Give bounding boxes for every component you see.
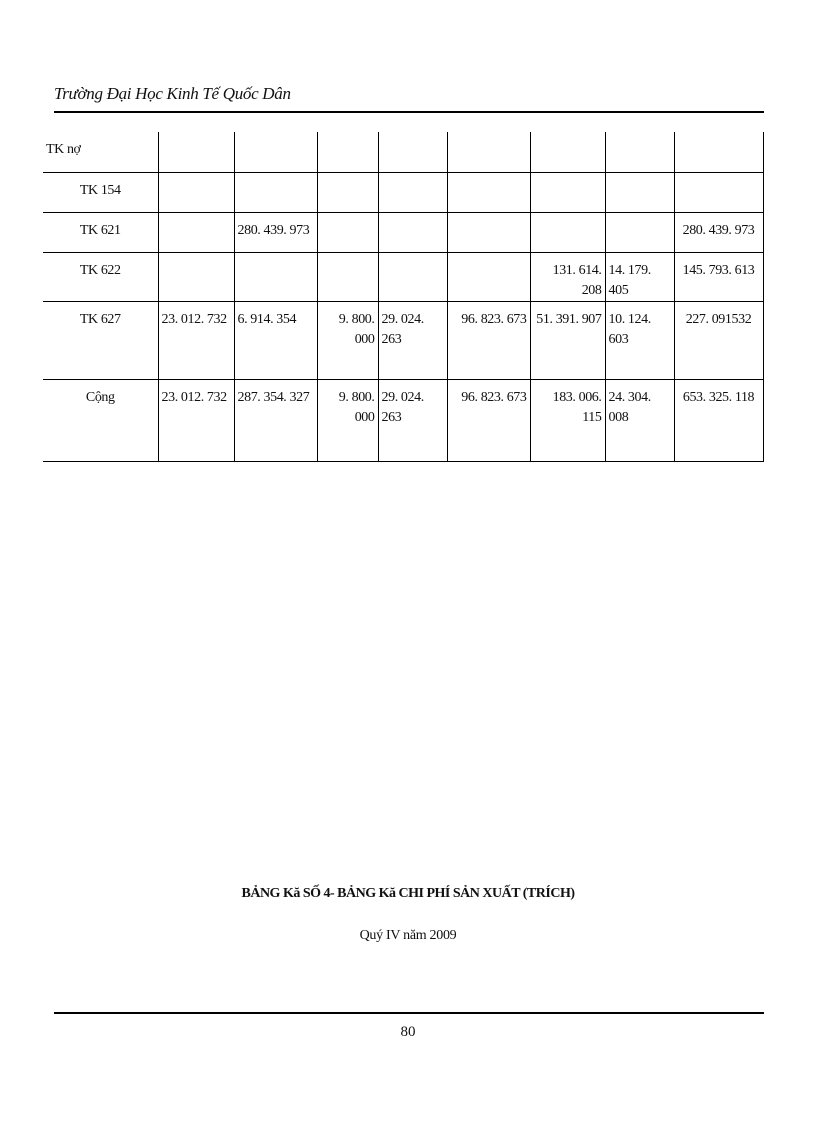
footer-rule — [54, 1012, 764, 1014]
table-cell — [447, 212, 530, 252]
row-label: Cộng — [43, 379, 158, 461]
table-cell: 14. 179. 405 — [605, 252, 674, 301]
table-cell: 9. 800. 000 — [317, 301, 378, 379]
table-cell: 280. 439. 973 — [674, 212, 763, 252]
row-label: TK 622 — [43, 252, 158, 301]
table-row — [43, 132, 763, 172]
table-cell: 287. 354. 327 — [234, 379, 317, 461]
table-cell — [674, 132, 763, 172]
table-cell: 29. 024. 263 — [378, 301, 447, 379]
header-title: Trường Đại Học Kinh Tế Quốc Dân — [54, 84, 291, 103]
table-cell — [605, 212, 674, 252]
table-cell — [530, 172, 605, 212]
table-cell: 227. 091532 — [674, 301, 763, 379]
table-cell — [530, 212, 605, 252]
table-cell: 653. 325. 118 — [674, 379, 763, 461]
table-cell — [234, 172, 317, 212]
table-cell — [530, 132, 605, 172]
row-label: TK nợ — [43, 132, 158, 172]
table-cell: 131. 614. 208 — [530, 252, 605, 301]
caption-subtitle: Quý IV năm 2009 — [359, 928, 457, 943]
table-cell: 6. 914. 354 — [234, 301, 317, 379]
page-number: 80 — [400, 1024, 416, 1040]
table-cell — [317, 132, 378, 172]
table-cell: 280. 439. 973 — [234, 212, 317, 252]
table-cell — [378, 172, 447, 212]
table-cell: 29. 024. 263 — [378, 379, 447, 461]
table-cell: 23. 012. 732 — [158, 301, 234, 379]
caption-title: BẢNG Kă SỐ 4- BẢNG Kă CHI PHÍ SẢN XUẤT (TRÍCH) — [241, 886, 575, 901]
table-row — [43, 301, 763, 379]
table-cell: 145. 793. 613 — [674, 252, 763, 301]
table-cell — [158, 212, 234, 252]
table-cell — [317, 172, 378, 212]
table-cell — [234, 252, 317, 301]
table-cell: 96. 823. 673 — [447, 379, 530, 461]
table-cell: 10. 124. 603 — [605, 301, 674, 379]
table-row — [43, 212, 763, 252]
table-cell: 9. 800. 000 — [317, 379, 378, 461]
table-cell — [605, 132, 674, 172]
table-cell — [378, 132, 447, 172]
row-label: TK 621 — [43, 212, 158, 252]
table-cell — [317, 212, 378, 252]
table-cell — [158, 252, 234, 301]
table-cell — [378, 252, 447, 301]
table-cell — [447, 132, 530, 172]
table-cell: 183. 006. 115 — [530, 379, 605, 461]
ledger-table — [43, 132, 764, 462]
table-row — [43, 252, 763, 301]
table-cell: 23. 012. 732 — [158, 379, 234, 461]
table-row — [43, 379, 763, 461]
row-label: TK 627 — [43, 301, 158, 379]
table-cell — [447, 172, 530, 212]
table-cell — [234, 132, 317, 172]
table-cell — [158, 172, 234, 212]
row-label: TK 154 — [43, 172, 158, 212]
table-cell: 51. 391. 907 — [530, 301, 605, 379]
table-cell — [158, 132, 234, 172]
table-row — [43, 172, 763, 212]
table-cell — [674, 172, 763, 212]
header-rule — [54, 111, 764, 113]
table-cell — [605, 172, 674, 212]
table-cell — [447, 252, 530, 301]
table-cell — [317, 252, 378, 301]
table-cell: 24. 304. 008 — [605, 379, 674, 461]
table-cell — [378, 212, 447, 252]
table-cell: 96. 823. 673 — [447, 301, 530, 379]
